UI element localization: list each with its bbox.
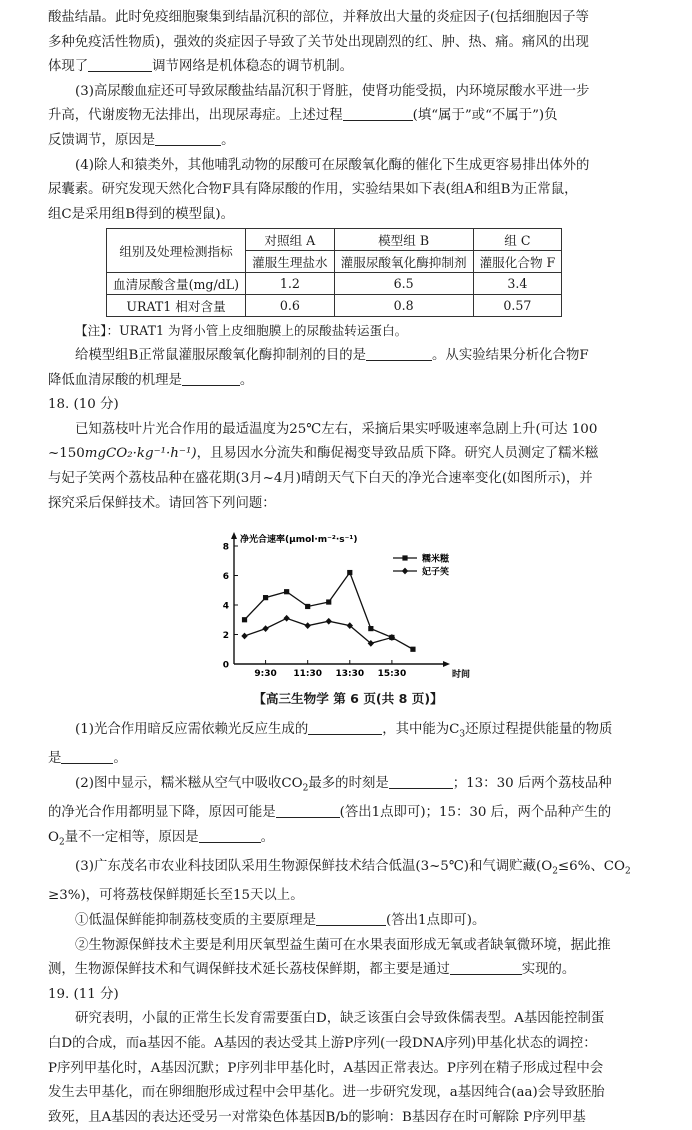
table-cell: 0.57	[473, 295, 562, 317]
table-row	[107, 295, 562, 317]
question-3: (3)高尿酸血症还可导致尿酸盐结晶沉积于肾脏，使肾功能受损，内环境尿酸水平进一步	[75, 83, 590, 99]
text-line: 白D的合成，而a基因不能。A基因的表达受其上游P序列(一段DNA序列)甲基化状态的调控：	[48, 1035, 597, 1051]
question-18-1: (1)光合作用暗反应需依赖光反应生成的 ，其中能为$C_3$还原过程提供能量的物质	[75, 722, 613, 740]
row-label: 血清尿酸含量(mg/dL)	[107, 273, 246, 295]
y-axis-label: 净光合速率(μmol·m⁻²·s⁻¹)	[240, 535, 358, 546]
table-row	[107, 273, 562, 295]
x-tick-label: 9:30	[254, 669, 277, 680]
x-axis-arrow	[443, 661, 450, 667]
text-line: $O_2$量不一定相等，原因是 。	[48, 829, 275, 848]
text-line: P序列甲基化时，A基因沉默；P序列非甲基化时，A基因正常表达。P序列在精子形成过程中会	[48, 1060, 604, 1076]
data-point	[262, 625, 268, 632]
y-tick-label: 0	[222, 660, 229, 671]
question-18-title: 18. (10 分)	[48, 397, 119, 413]
text-line: 多种免疫活性物质)，强效的炎症因子导致了关节处出现剧烈的红、肿、热、痛。痛风的出现	[48, 34, 589, 50]
x-axis-label: 时间	[452, 670, 471, 681]
data-point	[241, 633, 247, 640]
text-line: 的净光合作用都明显下降，原因可能是 (答出1点即可)；15：30 后，两个品种产生的	[48, 805, 612, 821]
unit-formula: mgCO₂·kg⁻¹·h⁻¹)	[84, 446, 197, 462]
series-line-0	[245, 573, 413, 650]
table-header: 灌服尿酸氧化酶抑制剂	[334, 251, 473, 273]
legend-marker	[402, 555, 407, 560]
y-axis-arrow	[231, 532, 237, 539]
legend-label: 糯米糍	[422, 554, 450, 565]
text-line: ~150mgCO₂·kg⁻¹·h⁻¹)，且易因水分流失和酶促褐变导致品质下降。研究人员测定了糯米糍	[48, 446, 599, 462]
x-tick-label: 15:30	[377, 669, 407, 680]
x-tick-label: 13:30	[335, 669, 365, 680]
legend-marker	[402, 568, 408, 575]
text-line: 探究采后保鲜技术。请回答下列问题：	[48, 495, 276, 511]
text-line: 与妃子笑两个荔枝品种在盛花期(3月~4月)晴朗天气下白天的净光合速率变化(如图所示)，并	[48, 470, 593, 486]
y-tick-label: 2	[222, 631, 229, 642]
data-point	[326, 618, 332, 625]
text-line: 研究表明，小鼠的正常生长发育需要蛋白D，缺乏该蛋白会导致侏儒表型。A基因能控制蛋	[75, 1011, 605, 1027]
table-header: 模型组 B	[334, 229, 473, 251]
table-cell: 6.5	[334, 273, 473, 295]
text-line: 酸盐结晶。此时免疫细胞聚集到结晶沉积的部位，并释放出大量的炎症因子(包括细胞因子等	[48, 10, 589, 25]
text-line: 已知荔枝叶片光合作用的最适温度为25℃左右，采摘后果实呼吸速率急剧上升(可达 100	[75, 421, 598, 437]
table-note: 【注】：URAT1 为肾小管上皮细胞膜上的尿酸盐转运蛋白。	[75, 323, 408, 339]
text-line: 是 。	[48, 751, 127, 767]
y-tick-label: 8	[222, 542, 229, 553]
data-table	[106, 228, 562, 317]
text-line: ≥3%)，可将荔枝保鲜期延长至15天以上。	[48, 888, 304, 904]
data-point	[410, 647, 415, 652]
text-line: 给模型组B正常鼠灌服尿酸氧化酶抑制剂的目的是 。从实验结果分析化合物F	[75, 347, 589, 363]
data-point	[242, 617, 247, 622]
table-cell: 0.8	[334, 295, 473, 317]
table-header: 对照组 A	[246, 229, 335, 251]
question-18-3b: ②生物源保鲜技术主要是利用厌氧型益生菌可在水果表面形成无氧或者缺氧微环境，据此推	[75, 937, 611, 953]
y-tick-label: 4	[222, 601, 229, 612]
table-cell: 3.4	[473, 273, 562, 295]
y-tick-label: 6	[222, 572, 229, 583]
data-point	[283, 615, 289, 622]
page-footer: 【高三生物学 第 6 页(共 8 页)】	[253, 691, 443, 707]
table-header: 灌服生理盐水	[246, 251, 335, 273]
question-18-3: (3)广东茂名市农业科技团队采用生物源保鲜技术结合低温(3~5℃)和气调贮藏($O_2\le 6\%$、$CO_2$	[75, 859, 631, 877]
text-line: 反馈调节，原因是 。	[48, 132, 235, 148]
net-photosynthesis-chart	[0, 516, 692, 686]
data-point	[368, 626, 373, 631]
question-18-2: (2)图中显示，糯米糍从空气中吸收$CO_2$最多的时刻是 ；13：30 后两个荔枝品种	[75, 775, 612, 794]
text-line: 降低血清尿酸的机理是 。	[48, 372, 254, 388]
data-point	[304, 622, 310, 629]
legend-label: 妃子笑	[422, 567, 450, 578]
text-line: 致死，且A基因的表达还受另一对常染色体基因B/b的影响：B基因存在时可解除 P序列甲基	[48, 1109, 586, 1125]
data-point	[305, 604, 310, 609]
x-tick-label: 11:30	[293, 669, 323, 680]
table-corner: 组别及处理检测指标	[107, 229, 246, 273]
question-18-3a: ①低温保鲜能抑制荔枝变质的主要原理是 (答出1点即可)。	[75, 912, 486, 928]
text-line: 发生去甲基化，而在卵细胞形成过程中会甲基化。进一步研究发现，a基因纯合(aa)会导致胚胎	[48, 1085, 605, 1101]
text-line: 测，生物源保鲜技术和气调保鲜技术延长荔枝保鲜期，都主要是通过 实现的。	[48, 962, 576, 978]
text-line: 组C是采用组B得到的模型鼠)。	[48, 206, 234, 222]
data-point	[263, 595, 268, 600]
question-4: (4)除人和猿类外，其他哺乳动物的尿酸可在尿酸氧化酶的催化下生成更容易排出体外的	[75, 157, 590, 173]
data-point	[326, 600, 331, 605]
row-label: URAT1 相对含量	[107, 295, 246, 317]
chart-svg	[0, 516, 692, 686]
table-header: 灌服化合物 F	[473, 251, 562, 273]
table-cell: 0.6	[246, 295, 335, 317]
table-header: 组 C	[473, 229, 562, 251]
question-19-title: 19. (11 分)	[48, 986, 119, 1002]
text-line: 尿囊素。研究发现天然化合物F具有降尿酸的作用，实验结果如下表(组A和组B为正常鼠，	[48, 182, 578, 198]
data-point	[284, 589, 289, 594]
table-cell: 1.2	[246, 273, 335, 295]
text-line: 体现了 调节网络是机体稳态的调节机制。	[48, 59, 354, 75]
data-point	[347, 570, 352, 575]
text-line: 升高，代谢废物无法排出，出现尿毒症。上述过程 (填“属于”或“不属于”)负	[48, 108, 558, 124]
